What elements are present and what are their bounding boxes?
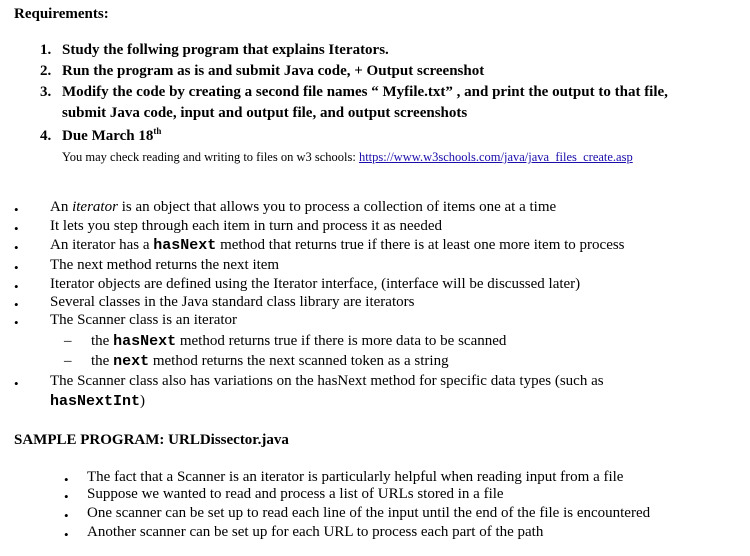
bullet-icon: • [14, 221, 19, 236]
requirement-number: 2. [40, 63, 52, 79]
requirement-text: Run the program as is and submit Java code, + Output screenshot [62, 63, 485, 79]
bullet-icon: • [64, 472, 69, 487]
bullet-icon: • [14, 297, 19, 312]
text: method returns true if there is more data to be scanned [176, 333, 507, 349]
text: is an object that allows you to process a collection of items one at a time [117, 199, 557, 215]
code-text: hasNextInt [50, 393, 141, 410]
bullet-item-6: Several classes in the Java standard class library are iterators [50, 294, 415, 310]
sample-bullet-1: The fact that a Scanner is an iterator is particularly helpful when reading input from a file [87, 469, 624, 485]
sample-bullet-2: Suppose we wanted to read and process a list of URLs stored in a file [87, 486, 504, 502]
text: An iterator has a [50, 237, 154, 253]
bullet-icon: • [14, 240, 19, 255]
requirement-number: 1. [40, 42, 52, 58]
bullet-item-8: The Scanner class also has variations on the hasNext method for specific data types (such as [50, 373, 604, 389]
text: An [50, 199, 73, 215]
requirement-number: 4. [40, 128, 52, 144]
dash-icon: – [64, 333, 72, 349]
dash-icon: – [64, 353, 72, 369]
requirement-item-2 [40, 63, 484, 80]
bullet-icon: • [64, 508, 69, 523]
text: the [91, 353, 114, 369]
bullet-item-8-continued [50, 393, 145, 410]
bullet-icon: • [14, 315, 19, 330]
code-text: hasNext [113, 333, 177, 350]
bullet-item-4: The next method returns the next item [50, 257, 280, 273]
text: method that returns true if there is at least one more item to process [216, 237, 625, 253]
requirement-text: Due March 18 [62, 128, 154, 144]
requirement-text: Modify the code by creating a second file names “ Myfile.txt” , and print the output to that file, [62, 84, 668, 100]
bullet-icon: • [14, 279, 19, 294]
bullet-item-1 [50, 199, 556, 216]
code-text: next [113, 353, 150, 370]
requirement-item-3-continued: submit Java code, input and output file, and output screenshots [62, 105, 468, 121]
bullet-icon: • [64, 527, 69, 542]
w3schools-note [62, 150, 633, 165]
note-text: You may check reading and writing to files on w3 schools: [62, 150, 359, 164]
sub-bullet-1 [91, 333, 506, 350]
bullet-item-5: Iterator objects are defined using the Iterator interface, (interface will be discussed later) [50, 276, 581, 292]
sample-bullet-3: One scanner can be set up to read each line of the input until the end of the file is encountered [87, 505, 651, 521]
bullet-icon: • [14, 202, 19, 217]
bullet-item-3 [50, 237, 625, 254]
bullet-icon: • [64, 489, 69, 504]
sample-bullet-4: Another scanner can be set up for each URL to process each part of the path [87, 524, 544, 540]
requirements-heading: Requirements: [14, 6, 109, 22]
requirement-text: Study the follwing program that explains Iterators. [62, 42, 389, 58]
sample-program-heading: SAMPLE PROGRAM: URLDissector.java [14, 432, 289, 448]
requirement-item-3 [40, 84, 668, 101]
text: ) [140, 393, 146, 409]
bullet-icon: • [14, 260, 19, 275]
requirement-number: 3. [40, 84, 52, 100]
bullet-item-7: The Scanner class is an iterator [50, 312, 238, 328]
text: the [91, 333, 114, 349]
text: method returns the next scanned token as a string [149, 353, 449, 369]
code-text: hasNext [153, 237, 217, 254]
emphasis: iterator [72, 199, 118, 215]
superscript: th [153, 126, 162, 136]
w3schools-link[interactable]: https://www.w3schools.com/java/java_files_create.asp [358, 150, 633, 164]
requirement-item-1 [40, 42, 389, 59]
bullet-item-2: It lets you step through each item in turn and process it as needed [50, 218, 442, 234]
sub-bullet-2 [91, 353, 449, 370]
bullet-icon: • [14, 376, 19, 391]
requirement-item-4 [40, 126, 161, 145]
